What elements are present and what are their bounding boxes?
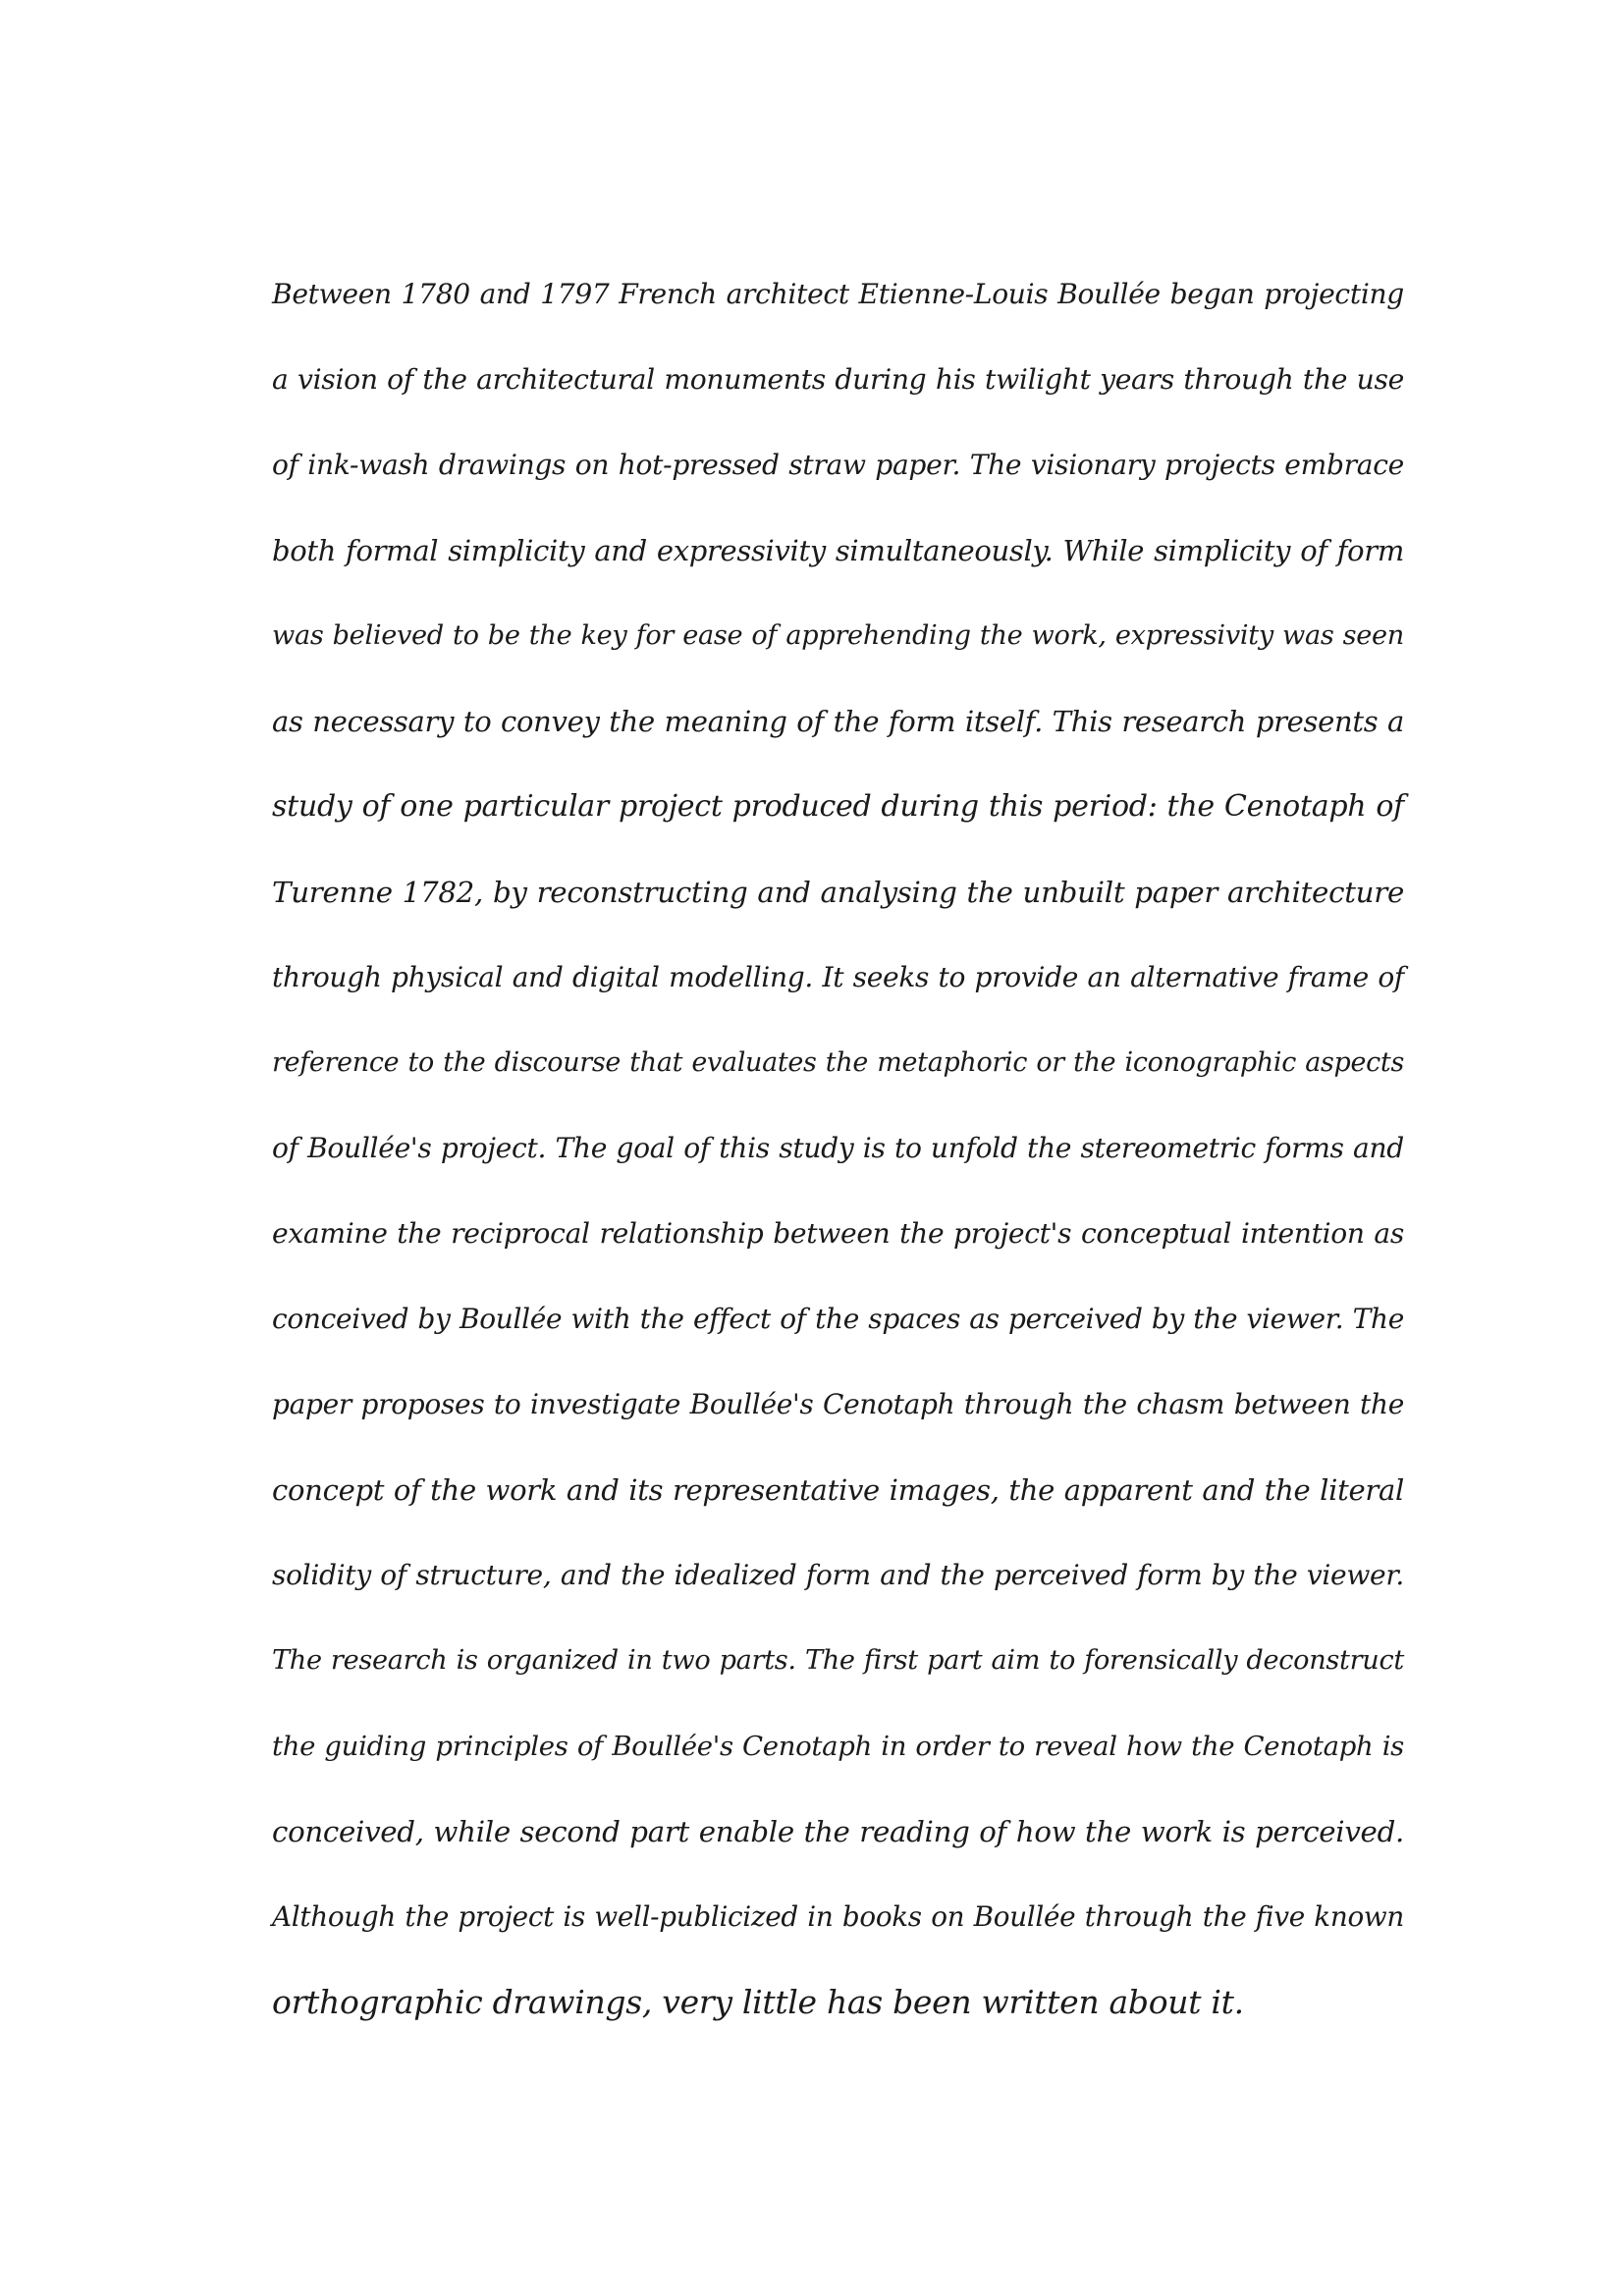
text-line: The research is organized in two parts. The first part aim to forensically deconstruct — [272, 1645, 1404, 1676]
text-line: conceived by Boullée with the effect of the spaces as perceived by the viewer. The — [272, 1303, 1404, 1335]
text-line: Turenne 1782, by reconstructing and analysing the unbuilt paper architecture — [272, 876, 1404, 909]
text-line: conceived, while second part enable the reading of how the work is perceived. — [272, 1815, 1404, 1848]
text-line: examine the reciprocal relationship between the project's conceptual intention as — [272, 1217, 1404, 1250]
text-line: as necessary to convey the meaning of the form itself. This research presents a — [272, 705, 1404, 738]
text-line: both formal simplicity and expressivity simultaneously. While simplicity of form — [272, 534, 1404, 567]
text-line: through physical and digital modelling. It seeks to provide an alternative frame of — [272, 961, 1404, 993]
text-line: was believed to be the key for ease of apprehending the work, expressivity was seen — [272, 620, 1404, 651]
text-line: Although the project is well-publicized in books on Boullée through the five known — [272, 1900, 1404, 1933]
text-line: paper proposes to investigate Boullée's Cenotaph through the chasm between the — [272, 1388, 1404, 1420]
abstract-paragraph — [272, 263, 1404, 2056]
text-line: concept of the work and its representative images, the apparent and the literal — [272, 1473, 1404, 1507]
text-line: reference to the discourse that evaluates the metaphoric or the iconographic aspects — [272, 1047, 1404, 1078]
text-line: a vision of the architectural monuments during his twilight years through the use — [272, 363, 1404, 396]
text-line: solidity of structure, and the idealized form and the perceived form by the viewer. — [272, 1559, 1404, 1591]
text-line: of ink-wash drawings on hot-pressed straw paper. The visionary projects embrace — [272, 449, 1404, 481]
text-line: of Boullée's project. The goal of this study is to unfold the stereometric forms and — [272, 1132, 1404, 1164]
text-line: Between 1780 and 1797 French architect Etienne-Louis Boullée began projecting — [272, 278, 1404, 310]
text-line-last: orthographic drawings, very little has been written about it. — [272, 1983, 1244, 2021]
text-line: the guiding principles of Boullée's Cenotaph in order to reveal how the Cenotaph is — [272, 1731, 1404, 1762]
text-line: study of one particular project produced during this period: the Cenotaph of — [272, 789, 1404, 824]
